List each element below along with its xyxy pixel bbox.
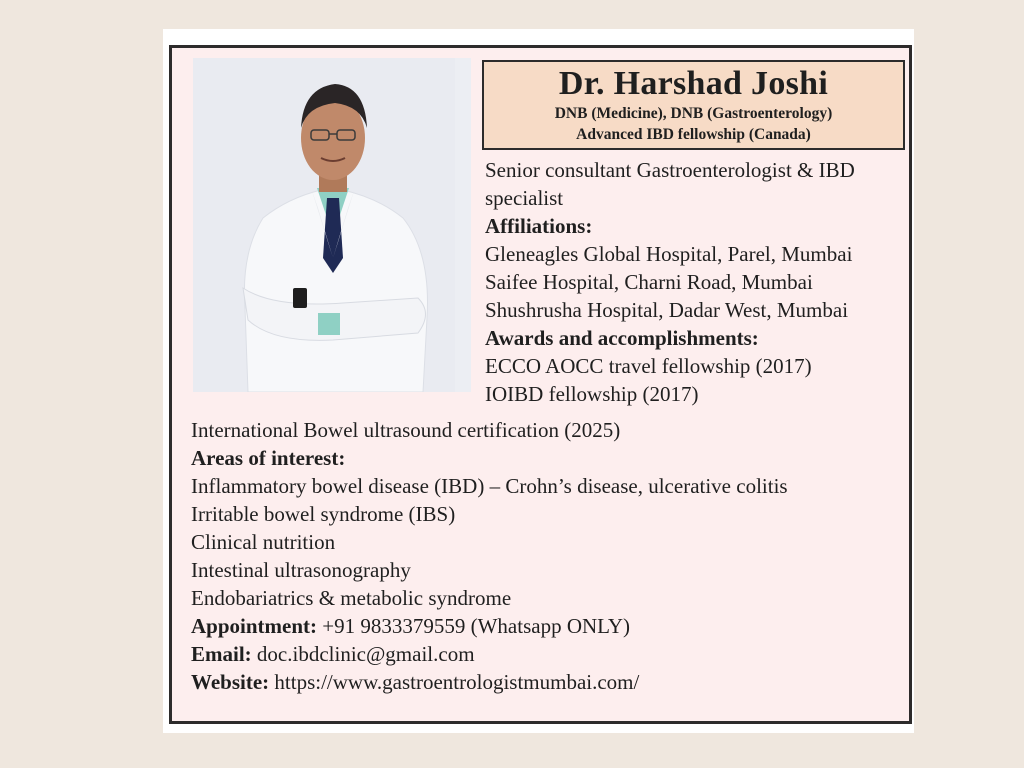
award-item: ECCO AOCC travel fellowship (2017) — [485, 354, 812, 378]
name-box — [482, 60, 905, 150]
awards-heading: Awards and accomplishments: — [485, 326, 759, 350]
title-line-2: specialist — [485, 186, 564, 210]
interests-heading: Areas of interest: — [191, 446, 346, 470]
email-label: Email: — [191, 642, 252, 666]
affiliation-item: Shushrusha Hospital, Dadar West, Mumbai — [485, 298, 849, 322]
appointment-phone[interactable]: +91 9833379559 (Whatsapp ONLY) — [317, 614, 631, 638]
website-label: Website: — [191, 670, 270, 694]
email-link[interactable]: doc.ibdclinic@gmail.com — [251, 642, 475, 666]
website-row — [191, 668, 891, 696]
qualifications: DNB (Medicine), DNB (Gastroenterology) — [554, 105, 833, 122]
interest-item: Inflammatory bowel disease (IBD) – Crohn’s disease, ulcerative colitis — [191, 474, 788, 498]
fellowship: Advanced IBD fellowship (Canada) — [576, 126, 811, 143]
email-row — [191, 640, 891, 668]
doctor-name: Dr. Harshad Joshi — [558, 65, 829, 102]
affiliations-heading: Affiliations: — [485, 214, 593, 238]
appointment-row — [191, 612, 891, 640]
doctor-photo — [193, 58, 471, 392]
website-link[interactable]: https://www.gastroentrologistmumbai.com/ — [269, 670, 640, 694]
interest-item: Clinical nutrition — [191, 530, 336, 554]
award-item: International Bowel ultrasound certification (2025) — [191, 418, 621, 442]
affiliation-item: Gleneagles Global Hospital, Parel, Mumbai — [485, 242, 853, 266]
affiliation-item: Saifee Hospital, Charni Road, Mumbai — [485, 270, 813, 294]
interest-item: Endobariatrics & metabolic syndrome — [191, 586, 512, 610]
doctor-portrait-icon — [193, 58, 471, 392]
interest-item: Irritable bowel syndrome (IBS) — [191, 502, 456, 526]
award-item: IOIBD fellowship (2017) — [485, 382, 699, 406]
interest-item: Intestinal ultrasonography — [191, 558, 411, 582]
right-column — [485, 156, 905, 408]
lower-section — [191, 416, 891, 696]
title-line-1: Senior consultant Gastroenterologist & IBD — [485, 158, 855, 182]
appointment-label: Appointment: — [191, 614, 318, 638]
